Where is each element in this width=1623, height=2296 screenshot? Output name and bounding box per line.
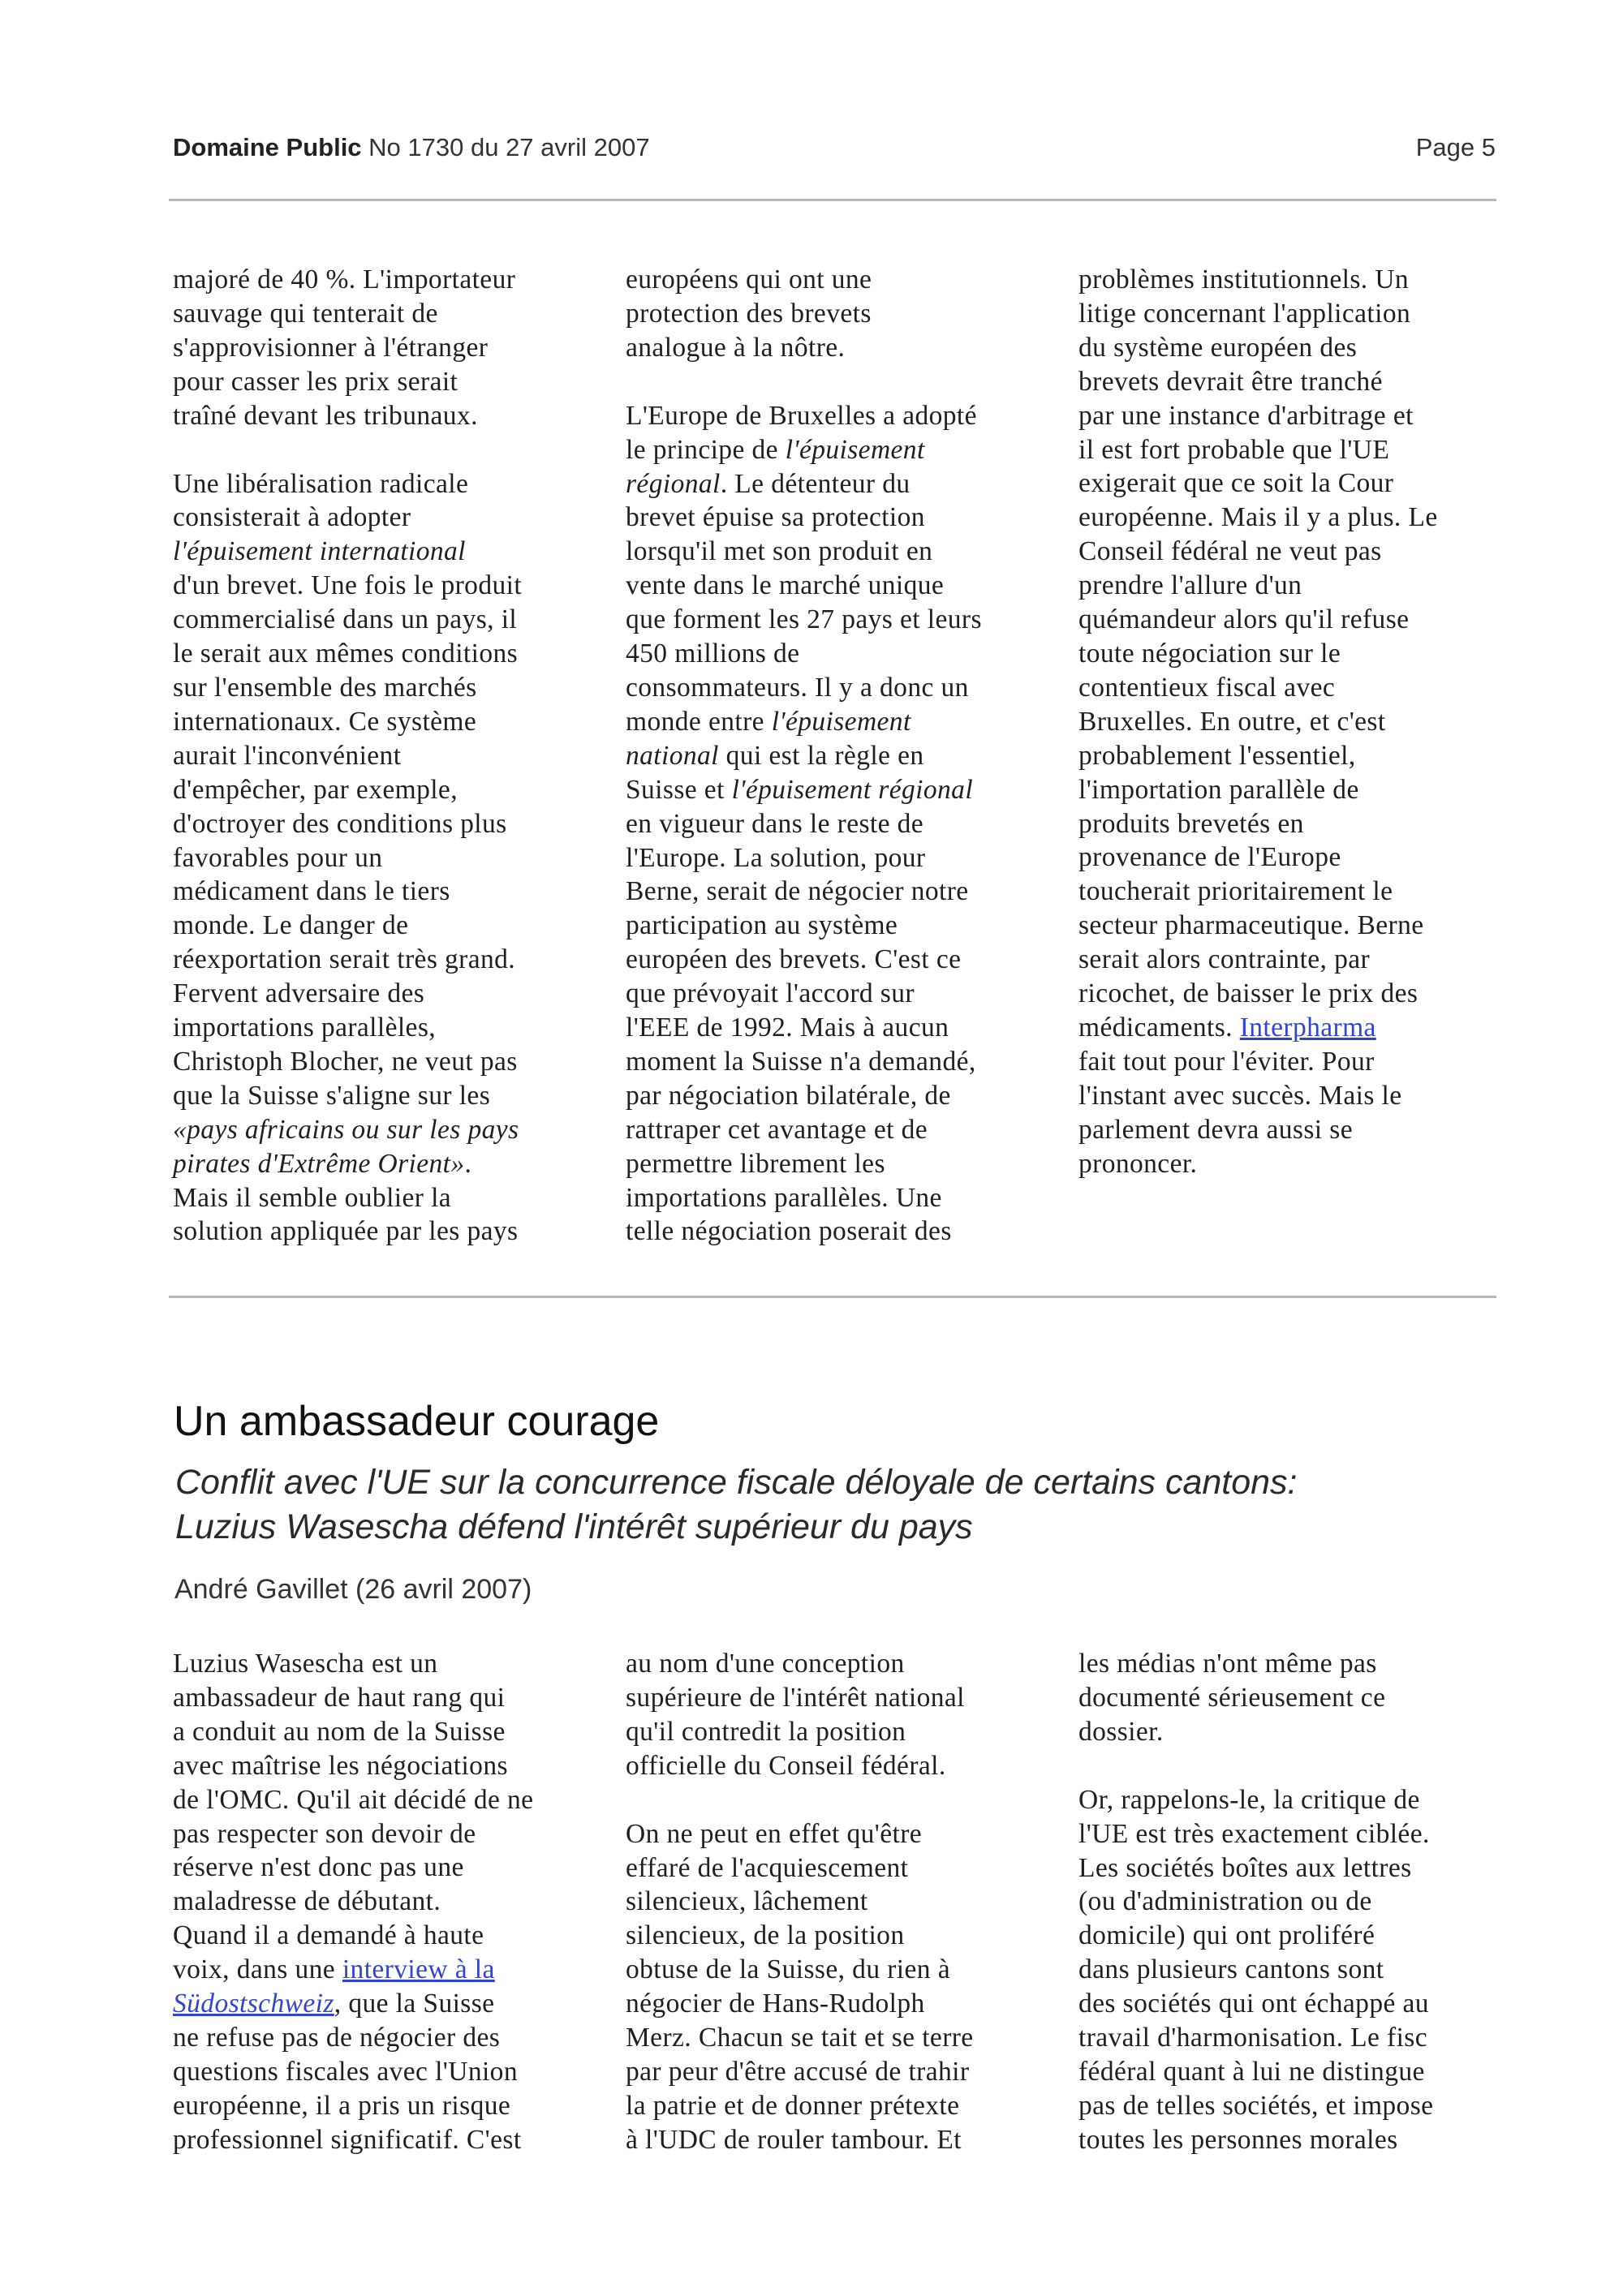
article1-column-2 [626, 263, 1048, 1249]
page-header [173, 133, 1496, 169]
text-line: l'instant avec succès. Mais le [1078, 1080, 1402, 1111]
text-line: solution appliquée par les pays [173, 1216, 519, 1247]
text-line: 450 millions de [626, 638, 800, 669]
text-line: Berne, serait de négocier notre [626, 876, 969, 907]
issue-info: No 1730 du 27 avril 2007 [361, 133, 650, 161]
text-line: commercialisé dans un pays, il [173, 604, 518, 635]
text-line: réexportation serait très grand. [173, 944, 516, 975]
text-line: régional. Le détenteur du [626, 468, 911, 499]
subtitle-line-1: Conflit avec l'UE sur la concurrence fiscale déloyale de certains cantons: [175, 1463, 1298, 1502]
text-line: sur l'ensemble des marchés [173, 672, 477, 703]
text-line: vente dans le marché unique [626, 570, 945, 601]
article1-paragraph [173, 263, 595, 433]
text-line: consommateurs. Il y a donc un [626, 672, 969, 703]
italic-text: pirates d'Extrême Orient» [173, 1148, 465, 1179]
text-line: analogue à la nôtre. [626, 332, 846, 363]
text-line: Südostschweiz, que la Suisse [173, 1989, 495, 2019]
text-line: par une instance d'arbitrage et [1078, 400, 1414, 431]
text-line: à l'UDC de rouler tambour. Et [626, 2124, 962, 2155]
text-line: ricochet, de baisser le prix des [1078, 978, 1419, 1009]
text-line: officielle du Conseil fédéral. [626, 1750, 946, 1781]
article2-column-2 [626, 1647, 1048, 2157]
text-line: négocier de Hans-Rudolph [626, 1989, 925, 2019]
text-line: brevets devrait être tranché [1078, 366, 1383, 397]
text-line: professionnel significatif. C'est [173, 2124, 522, 2155]
italic-text: «pays africains ou sur les pays [173, 1114, 519, 1145]
text-line: protection des brevets [626, 298, 872, 329]
italic-text: national [626, 740, 719, 771]
text-line: probablement l'essentiel, [1078, 740, 1356, 771]
article1-paragraph [1078, 263, 1500, 1180]
text-line: le principe de l'épuisement [626, 434, 925, 465]
text-line: ne refuse pas de négocier des [173, 2022, 501, 2053]
article2-body [173, 1647, 1504, 2157]
text-line: moment la Suisse n'a demandé, [626, 1046, 976, 1077]
italic-text: l'épuisement [771, 706, 911, 737]
text-line: le serait aux mêmes conditions [173, 638, 519, 669]
text-line: exigerait que ce soit la Cour [1078, 468, 1394, 499]
text-line: pirates d'Extrême Orient». [173, 1148, 472, 1179]
article2-paragraph [626, 1817, 1048, 2157]
text-line: européen des brevets. C'est ce [626, 944, 962, 975]
subtitle-line-2: Luzius Wasescha défend l'intérêt supérieur du pays [175, 1507, 973, 1546]
article2-paragraph [626, 1647, 1048, 1783]
text-line: pour casser les prix serait [173, 366, 458, 397]
article2-paragraph [1078, 1647, 1500, 1749]
text-line: produits brevetés en [1078, 808, 1304, 839]
text-line: prononcer. [1078, 1148, 1198, 1179]
text-line: problèmes institutionnels. Un [1078, 264, 1410, 295]
text-line: silencieux, lâchement [626, 1886, 868, 1917]
text-line: au nom d'une conception [626, 1649, 905, 1679]
text-line: européens qui ont une [626, 264, 872, 295]
text-line: l'Europe. La solution, pour [626, 842, 926, 873]
article1-paragraph [626, 263, 1048, 365]
italic-text: l'épuisement international [173, 536, 466, 567]
text-line: participation au système [626, 910, 898, 941]
text-line: médicament dans le tiers [173, 876, 450, 907]
text-line: Christoph Blocher, ne veut pas [173, 1046, 518, 1077]
text-line: brevet épuise sa protection [626, 502, 925, 533]
text-line: importations parallèles, [173, 1013, 437, 1043]
text-line: de l'OMC. Qu'il ait décidé de ne [173, 1784, 534, 1815]
text-line: que prévoyait l'accord sur [626, 978, 915, 1009]
text-line: l'EEE de 1992. Mais à aucun [626, 1013, 949, 1043]
text-line: lorsqu'il met son produit en [626, 536, 933, 567]
italic-text: l'épuisement régional [731, 774, 974, 805]
page-number: Page 5 [1415, 133, 1496, 161]
text-line: Suisse et l'épuisement régional [626, 774, 974, 805]
text-line: supérieure de l'intérêt national [626, 1682, 965, 1713]
text-line: secteur pharmaceutique. Berne [1078, 910, 1424, 941]
text-line: Bruxelles. En outre, et c'est [1078, 706, 1386, 737]
text-line: la patrie et de donner prétexte [626, 2090, 960, 2121]
text-line: pas de telles sociétés, et impose [1078, 2090, 1434, 2121]
text-line: du système européen des [1078, 332, 1358, 363]
article-author: André Gavillet (26 avril 2007) [174, 1574, 532, 1605]
text-line: permettre librement les [626, 1148, 885, 1179]
text-line: Les sociétés boîtes aux lettres [1078, 1852, 1412, 1883]
text-line: fédéral quant à lui ne distingue [1078, 2056, 1425, 2087]
text-line: d'un brevet. Une fois le produit [173, 570, 523, 601]
text-line: pas respecter son devoir de [173, 1818, 476, 1849]
text-line: Fervent adversaire des [173, 978, 425, 1009]
text-line: les médias n'ont même pas [1078, 1649, 1377, 1679]
article2-column-3 [1078, 1647, 1500, 2157]
text-line: importations parallèles. Une [626, 1182, 942, 1213]
text-line: provenance de l'Europe [1078, 842, 1341, 873]
text-line: aurait l'inconvénient [173, 740, 402, 771]
article1-paragraph [173, 467, 595, 1249]
header-divider [169, 199, 1496, 201]
text-line: Mais il semble oublier la [173, 1182, 452, 1213]
article2-paragraph [1078, 1783, 1500, 2157]
text-line: européenne, il a pris un risque [173, 2090, 511, 2121]
text-line: serait alors contrainte, par [1078, 944, 1371, 975]
publication-name: Domaine Public [173, 133, 362, 161]
text-line: questions fiscales avec l'Union [173, 2056, 518, 2087]
text-line: réserve n'est donc pas une [173, 1852, 464, 1883]
article2-column-1 [173, 1647, 595, 2157]
text-line: fait tout pour l'éviter. Pour [1078, 1046, 1375, 1077]
text-line: consisterait à adopter [173, 502, 411, 533]
text-line: qu'il contredit la position [626, 1716, 906, 1747]
text-line: effaré de l'acquiescement [626, 1852, 909, 1883]
text-line: dans plusieurs cantons sont [1078, 1954, 1384, 1985]
article2-paragraph [173, 1647, 595, 2157]
text-line: parlement devra aussi se [1078, 1114, 1353, 1145]
text-line: des sociétés qui ont échappé au [1078, 1989, 1429, 2019]
inline-link[interactable]: interview à la [342, 1954, 495, 1985]
text-line: d'empêcher, par exemple, [173, 774, 458, 805]
text-line: litige concernant l'application [1078, 298, 1411, 329]
text-line: contentieux fiscal avec [1078, 672, 1336, 703]
text-line: prendre l'allure d'un [1078, 570, 1302, 601]
italic-text: Südostschweiz [173, 1989, 334, 2019]
article-title: Un ambassadeur courage [174, 1398, 660, 1445]
text-line: en vigueur dans le reste de [626, 808, 924, 839]
italic-text: l'épuisement [785, 434, 925, 465]
text-line: Conseil fédéral ne veut pas [1078, 536, 1382, 567]
text-line: Quand il a demandé à haute [173, 1920, 484, 1951]
text-line: voix, dans une interview à la [173, 1954, 495, 1985]
text-line: européenne. Mais il y a plus. Le [1078, 502, 1438, 533]
inline-link[interactable]: Interpharma [1239, 1012, 1376, 1043]
article-divider [169, 1296, 1496, 1298]
text-line: rattraper cet avantage et de [626, 1114, 928, 1145]
text-line: monde. Le danger de [173, 910, 409, 941]
text-line: internationaux. Ce système [173, 706, 477, 737]
article1-column-1 [173, 263, 595, 1249]
text-line: Or, rappelons-le, la critique de [1078, 1784, 1420, 1815]
text-line: traîné devant les tribunaux. [173, 400, 478, 431]
text-line: quémandeur alors qu'il refuse [1078, 604, 1410, 635]
text-line: monde entre l'épuisement [626, 706, 911, 737]
text-line: silencieux, de la position [626, 1920, 905, 1951]
text-line: dossier. [1078, 1716, 1164, 1747]
text-line: favorables pour un [173, 842, 383, 873]
text-line: toucherait prioritairement le [1078, 876, 1393, 907]
text-line: Merz. Chacun se tait et se terre [626, 2023, 974, 2053]
text-line: maladresse de débutant. [173, 1886, 441, 1917]
inline-link[interactable] [173, 1989, 334, 2019]
text-line: d'octroyer des conditions plus [173, 808, 507, 839]
article1-column-3 [1078, 263, 1500, 1249]
text-line: domicile) qui ont proliféré [1078, 1920, 1375, 1951]
text-line: telle négociation poserait des [626, 1216, 952, 1247]
text-line: Luzius Wasescha est un [173, 1649, 438, 1679]
text-line: par peur d'être accusé de trahir [626, 2056, 970, 2087]
text-line: s'approvisionner à l'étranger [173, 332, 489, 363]
text-line: que forment les 27 pays et leurs [626, 604, 982, 635]
text-line: l'UE est très exactement ciblée. [1078, 1818, 1430, 1849]
text-line: L'Europe de Bruxelles a adopté [626, 400, 977, 431]
text-line: sauvage qui tenterait de [173, 298, 438, 329]
text-line [173, 535, 595, 569]
text-line: majoré de 40 %. L'importateur [173, 264, 516, 295]
article-subtitle [175, 1460, 1506, 1550]
text-line: il est fort probable que l'UE [1078, 434, 1390, 465]
text-line: que la Suisse s'aligne sur les [173, 1080, 491, 1111]
article1-paragraph [626, 399, 1048, 1249]
text-line: (ou d'administration ou de [1078, 1886, 1372, 1917]
text-line: médicaments. Interpharma [1078, 1012, 1376, 1043]
text-line: toute négociation sur le [1078, 638, 1341, 669]
text-line [173, 1113, 595, 1147]
text-line: ambassadeur de haut rang qui [173, 1682, 506, 1713]
text-line: Une libéralisation radicale [173, 468, 469, 499]
text-line: obtuse de la Suisse, du rien à [626, 1954, 950, 1985]
italic-text: régional [626, 468, 721, 499]
text-line: toutes les personnes morales [1078, 2124, 1398, 2155]
text-line: documenté sérieusement ce [1078, 1682, 1386, 1713]
text-line: l'importation parallèle de [1078, 774, 1359, 805]
text-line: On ne peut en effet qu'être [626, 1818, 923, 1849]
text-line: travail d'harmonisation. Le fisc [1078, 2023, 1428, 2053]
text-line: a conduit au nom de la Suisse [173, 1716, 506, 1747]
article1-body [173, 263, 1504, 1249]
text-line: national qui est la règle en [626, 740, 924, 771]
text-line: avec maîtrise les négociations [173, 1750, 508, 1781]
text-line: par négociation bilatérale, de [626, 1080, 951, 1111]
